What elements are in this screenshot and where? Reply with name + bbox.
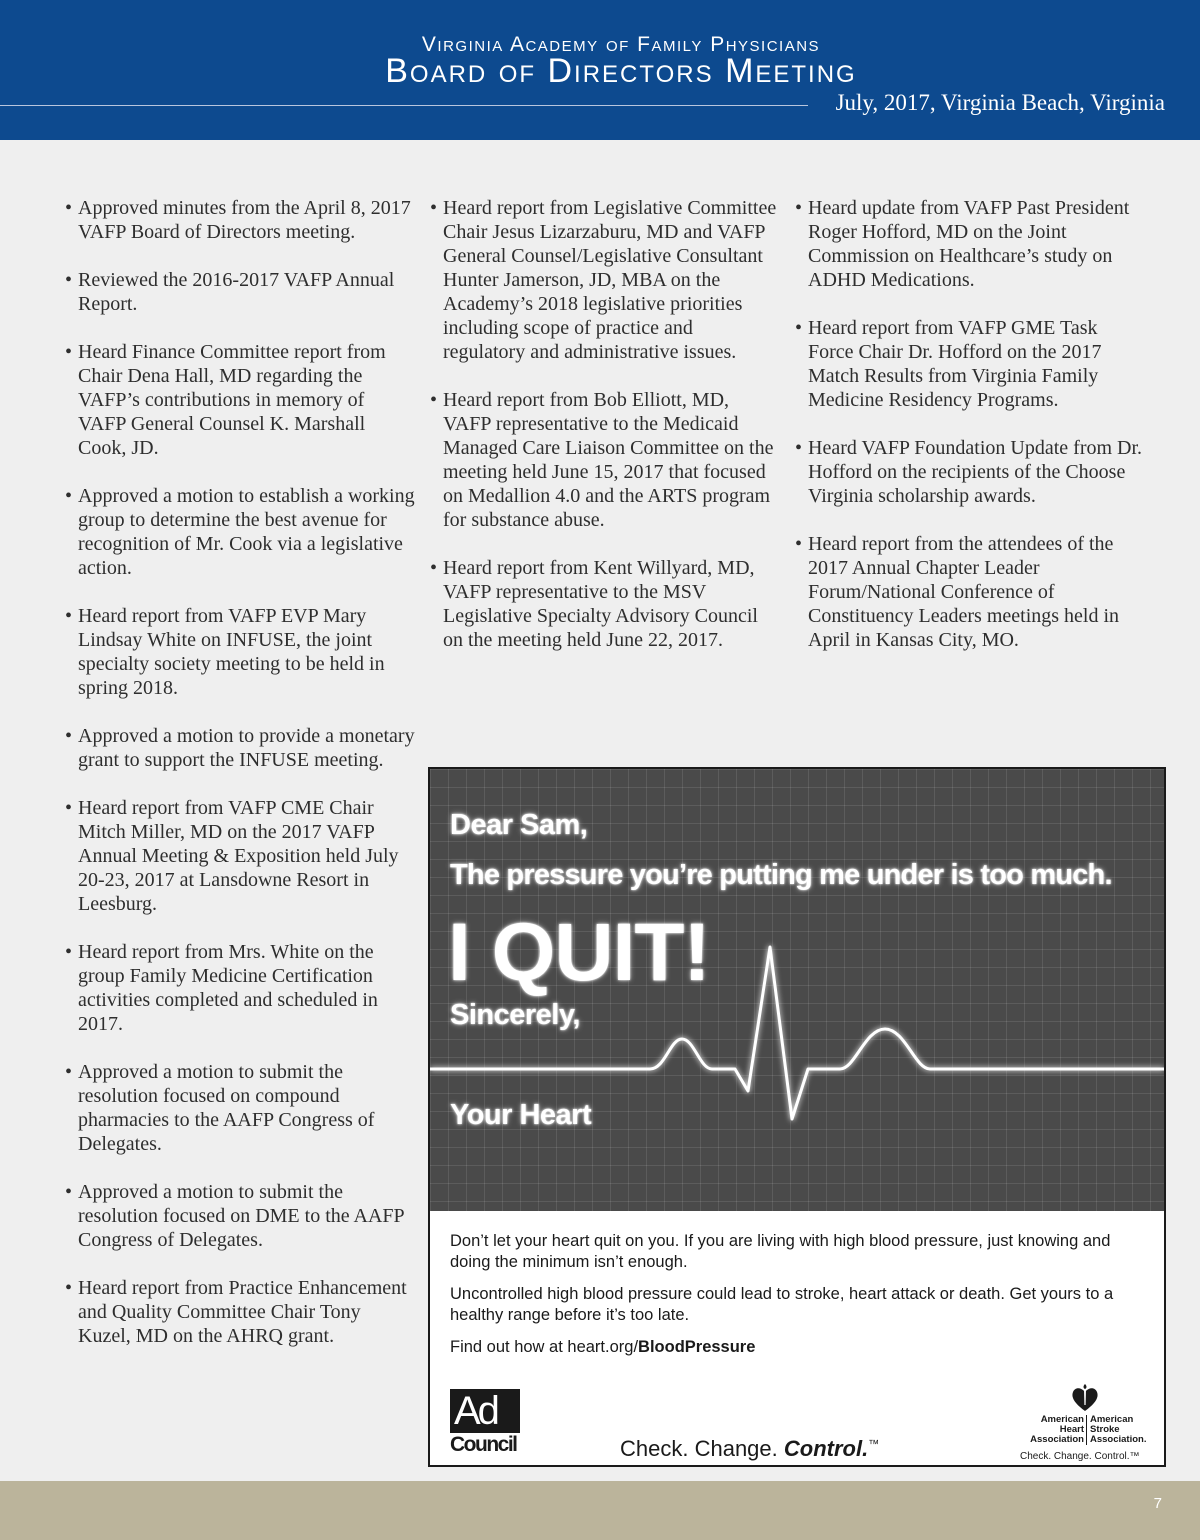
aha-asa-logo (1018, 1383, 1153, 1465)
heart-torch-icon (1070, 1383, 1100, 1413)
ad-slogan (620, 1436, 879, 1462)
list-item: • Approved a motion to provide a monetary grant to support the INFUSE meeting. (63, 724, 415, 772)
list-item: • Heard report from Practice Enhancement and Quality Committee Chair Tony Kuzel, MD on the AHRQ grant. (63, 1276, 415, 1348)
list-item: • Heard report from Legislative Committee Chair Jesus Lizarzaburu, MD and VAFP General Counsel/Legislative Consultant Hunter Jamerson, JD, MBA on the Academy’s 2018 legislative priorities including scope of practice and regulatory and administrative issues. (428, 196, 780, 364)
meeting-title: Board of Directors Meeting (385, 52, 857, 90)
action-list-1 (63, 196, 415, 1348)
action-list-2 (428, 196, 780, 652)
list-item: • Approved minutes from the April 8, 2017 VAFP Board of Directors meeting. (63, 196, 415, 244)
slogan-tm: ™ (868, 1438, 880, 1451)
aha-tagline: Check. Change. Control.™ (1020, 1451, 1140, 1462)
column-3 (793, 196, 1145, 676)
list-item: • Heard report from Mrs. White on the group Family Medicine Certification activities completed and scheduled in 2017. (63, 940, 415, 1036)
blood-pressure-ad (428, 767, 1166, 1467)
list-item: • Heard Finance Committee report from Chair Dena Hall, MD regarding the VAFP’s contributions in memory of VAFP General Counsel K. Marshall Cook, JD. (63, 340, 415, 460)
list-item: • Heard report from Kent Willyard, MD, VAFP representative to the MSV Legislative Specialty Advisory Council on the meeting held June 22, 2017. (428, 556, 780, 652)
logo-divider (1086, 1415, 1087, 1445)
header-rule (0, 105, 808, 106)
ad-council-logo (450, 1389, 520, 1459)
slogan-bold: Control. (783, 1436, 869, 1461)
action-list-3 (793, 196, 1145, 652)
list-item: • Heard report from VAFP CME Chair Mitch Miller, MD on the 2017 VAFP Annual Meeting & Exposition held July 20-23, 2017 at Lansdowne Resort in Leesburg. (63, 796, 415, 916)
list-item: • Heard VAFP Foundation Update from Dr. Hofford on the recipients of the Choose Virginia scholarship awards. (793, 436, 1145, 508)
ad-paragraph-2: Uncontrolled high blood pressure could lead to stroke, heart attack or death. Get yours to a healthy range before it’s too late. (450, 1285, 1114, 1324)
ad-find-out-line (450, 1337, 1150, 1358)
ad-heart-letter-panel (430, 769, 1164, 1211)
organization-name: Virginia Academy of Family Physicians (421, 33, 821, 56)
page-header (0, 0, 1200, 140)
list-item: • Heard report from Bob Elliott, MD, VAFP representative to the Medicaid Managed Care Liaison Committee on the meeting held June 15, 2017 that focused on Medallion 4.0 and the ARTS program for substance abuse. (428, 388, 780, 532)
list-item: • Heard report from VAFP GME Task Force Chair Dr. Hofford on the 2017 Match Results from Virginia Family Medicine Residency Programs. (793, 316, 1145, 412)
column-2 (428, 196, 780, 676)
ad-find-prefix: Find out how at heart.org/ (450, 1338, 639, 1356)
list-item: • Heard report from VAFP EVP Mary Lindsay White on INFUSE, the joint specialty society meeting to be held in spring 2018. (63, 604, 415, 700)
list-item: • Approved a motion to submit the resolution focused on DME to the AAFP Congress of Delegates. (63, 1180, 415, 1252)
ad-pressure-line: The pressure you’re putting me under is too much. (450, 859, 1112, 891)
list-item: • Approved a motion to submit the resolution focused on compound pharmacies to the AAFP Congress of Delegates. (63, 1060, 415, 1156)
asa-name: American Stroke Association. (1090, 1414, 1147, 1445)
ad-dear-line: Dear Sam, (450, 809, 588, 841)
aha-name: American Heart Association (1030, 1414, 1084, 1445)
ad-url-bold: BloodPressure (638, 1338, 756, 1356)
list-item: • Heard update from VAFP Past President Roger Hofford, MD on the Joint Commission on Healthcare’s study on ADHD Medications. (793, 196, 1145, 292)
ad-council-logo-top: Ad (450, 1389, 520, 1433)
ad-body-text (450, 1231, 1150, 1369)
slogan-plain: Check. Change. (620, 1436, 784, 1461)
ad-quit-headline: I QUIT! (448, 907, 710, 998)
ad-council-logo-bottom: Council (450, 1433, 517, 1456)
page-number: 7 (1153, 1495, 1162, 1512)
ad-paragraph-1: Don’t let your heart quit on you. If you are living with high blood pressure, just knowing and doing the minimum isn’t enough. (450, 1232, 1111, 1271)
ad-signature-line: Your Heart (450, 1099, 592, 1131)
ad-sincerely-line: Sincerely, (450, 999, 580, 1031)
column-1 (63, 196, 415, 1372)
list-item: • Reviewed the 2016-2017 VAFP Annual Report. (63, 268, 415, 316)
list-item: • Heard report from the attendees of the 2017 Annual Chapter Leader Forum/National Conference of Constituency Leaders meetings held in April in Kansas City, MO. (793, 532, 1145, 652)
page-footer (0, 1481, 1200, 1540)
meeting-dateline: July, 2017, Virginia Beach, Virginia (835, 90, 1165, 115)
list-item: • Approved a motion to establish a working group to determine the best avenue for recognition of Mr. Cook via a legislative action. (63, 484, 415, 580)
